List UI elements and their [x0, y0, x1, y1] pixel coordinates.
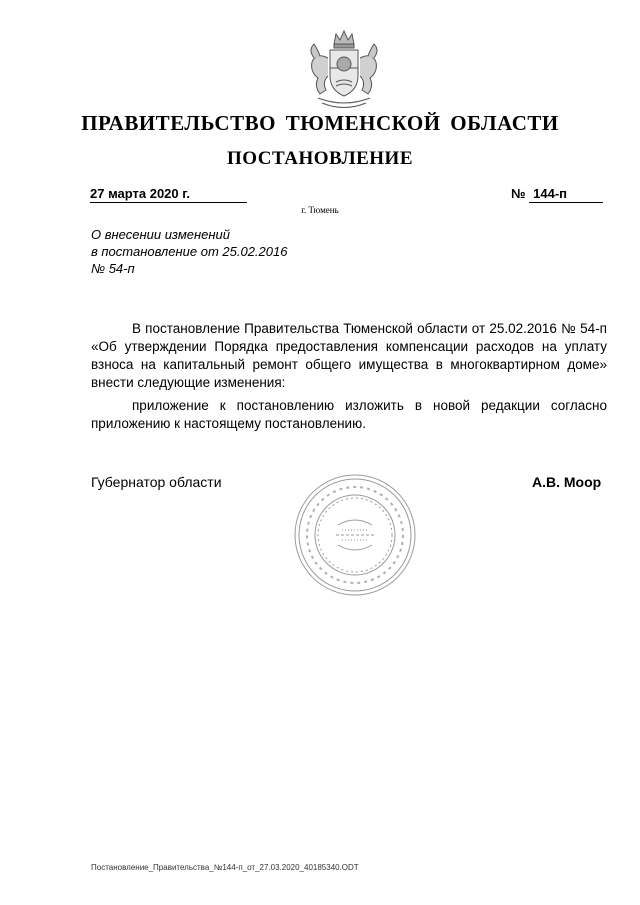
coat-of-arms-emblem [300, 28, 388, 118]
signatory-position: Губернатор области [91, 474, 222, 490]
subject-line: № 54-п [91, 261, 135, 276]
subject-line: в постановление от 25.02.2016 [91, 244, 288, 259]
body-paragraph: приложение к постановлению изложить в новой редакции согласно приложению к настоящему постановлению. [91, 398, 607, 431]
official-seal-stamp [290, 470, 420, 600]
document-number [511, 186, 604, 203]
document-type: ПОСТАНОВЛЕНИЕ [226, 148, 414, 169]
subject-line: О внесении изменений [91, 227, 230, 242]
number-sign: № [511, 186, 526, 201]
footer-filename: Постановление_Правительства_№144-п_от_27.03.2020_40185340.ODT [91, 863, 359, 872]
government-title: ПРАВИТЕЛЬСТВО ТЮМЕНСКОЙ ОБЛАСТИ [81, 111, 559, 135]
city-label: г. Тюмень [301, 205, 339, 215]
document-body [91, 320, 607, 433]
body-paragraph: В постановление Правительства Тюменской области от 25.02.2016 № 54-п «Об утверждении Порядка предоставления компенсации расходов на уплату взноса на капитальный ремонт общего имущества в многоквартирном доме» внести следующие изменения: [91, 321, 607, 390]
number-value: 144-п [529, 186, 603, 203]
document-subject [91, 226, 287, 277]
document-date: 27 марта 2020 г. [90, 186, 247, 203]
signatory-name: А.В. Моор [532, 474, 602, 490]
